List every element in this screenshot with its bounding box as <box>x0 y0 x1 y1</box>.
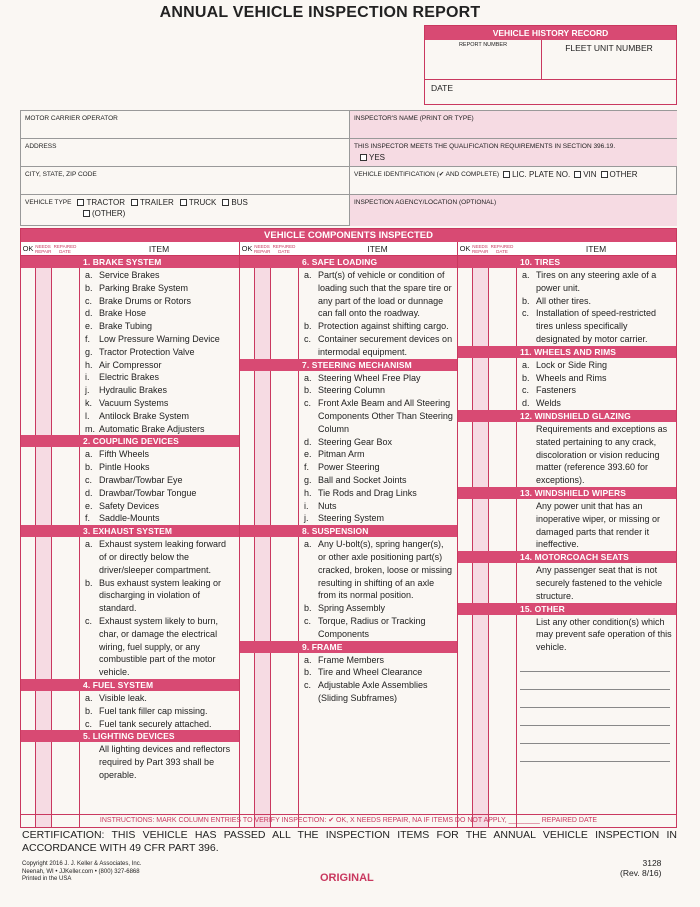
item-letter: c. <box>522 308 530 319</box>
item-letter: b. <box>522 372 530 383</box>
item-letter: a. <box>304 654 312 665</box>
item-text: Power Steering <box>318 462 380 473</box>
section-header: 4. FUEL SYSTEM <box>21 679 239 691</box>
inspection-item[interactable] <box>458 372 676 385</box>
inspection-item[interactable] <box>458 359 676 372</box>
section-text: Any passenger seat that is not securely fastened to the vehicle structure. <box>536 565 663 601</box>
item-letter: f. <box>85 333 91 344</box>
item-text: Steering Column <box>318 385 386 396</box>
item-text: Spring Assembly <box>318 603 386 614</box>
inspection-item[interactable] <box>458 397 676 410</box>
item-text: Exhaust system leaking forward of or directly below the driver/sleeper compartment. <box>99 539 227 575</box>
inspection-item[interactable] <box>21 538 239 576</box>
item-text: Pitman Arm <box>318 449 365 460</box>
item-letter: h. <box>85 359 93 370</box>
item-letter: e. <box>85 500 93 511</box>
item-letter: b. <box>85 462 93 473</box>
trailer-label: TRAILER <box>140 198 174 207</box>
item-letter: b. <box>85 577 93 588</box>
inspection-item[interactable] <box>240 666 457 679</box>
copyright <box>22 861 141 884</box>
item-text: Steering System <box>318 513 385 524</box>
needs-repair-header: NEEDS REPAIR <box>472 244 489 254</box>
item-letter: e. <box>304 449 312 460</box>
item-letter: a. <box>304 270 312 280</box>
item-letter: d. <box>522 398 530 409</box>
report-number-field[interactable]: REPORT NUMBER <box>425 40 542 79</box>
item-letter: b. <box>85 282 93 293</box>
qualification-label: THIS INSPECTOR MEETS THE QUALIFICATION REQUIREMENTS IN SECTION 396.19. <box>354 143 616 150</box>
inspection-item[interactable] <box>21 269 239 282</box>
item-letter: c. <box>522 385 530 396</box>
form-rev: (Rev. 8/16) <box>620 868 662 878</box>
writein-line[interactable] <box>520 672 670 690</box>
item-text: Fifth Wheels <box>99 449 150 460</box>
inspection-item[interactable] <box>21 410 239 423</box>
item-text: Visible leak. <box>99 692 147 703</box>
section-header: 14. MOTORCOACH SEATS <box>458 551 676 563</box>
item-letter: a. <box>85 539 93 550</box>
date-field[interactable]: DATE <box>431 83 454 93</box>
item-text: Fuel tank filler cap missing. <box>99 705 208 716</box>
inspection-item[interactable] <box>21 320 239 333</box>
vehicle-id-field <box>350 167 677 195</box>
section-header: 8. SUSPENSION <box>240 525 457 537</box>
inspection-item[interactable] <box>458 295 676 308</box>
inspection-item[interactable] <box>21 448 239 461</box>
item-text: Adjustable Axle Assemblies (Sliding Subframes) <box>318 680 428 703</box>
column-header <box>240 242 457 256</box>
item-header: ITEM <box>585 244 607 254</box>
section-header: 3. EXHAUST SYSTEM <box>21 525 239 537</box>
inspection-item[interactable] <box>458 307 676 345</box>
item-text: Torque, Radius or Tracking Components <box>318 615 426 639</box>
item-text: Hydraulic Brakes <box>99 385 168 396</box>
section-header: 5. LIGHTING DEVICES <box>21 730 239 742</box>
item-letter: c. <box>304 398 312 409</box>
inspection-item[interactable] <box>240 654 457 667</box>
column-header <box>21 242 239 256</box>
address-field[interactable] <box>21 139 350 167</box>
motor-carrier-label: MOTOR CARRIER OPERATOR <box>25 115 118 122</box>
item-letter: a. <box>522 359 530 370</box>
inspection-item[interactable] <box>21 474 239 487</box>
needs-repair-header: NEEDS REPAIR <box>35 244 52 254</box>
inspection-item[interactable] <box>240 372 457 385</box>
agency-label: INSPECTION AGENCY/LOCATION (OPTIONAL) <box>354 199 497 206</box>
ok-header: OK <box>22 244 34 253</box>
column-body <box>458 256 676 827</box>
column-2 <box>240 242 458 827</box>
inspection-item[interactable] <box>21 487 239 500</box>
section-header: 12. WINDSHIELD GLAZING <box>458 410 676 422</box>
inspection-item[interactable] <box>240 448 457 461</box>
bus-checkbox[interactable] <box>222 199 229 206</box>
lic-label: LIC. PLATE NO. <box>512 170 571 179</box>
inspection-item[interactable] <box>240 474 457 487</box>
item-text: Tire and Wheel Clearance <box>318 667 423 678</box>
item-letter: l. <box>85 410 90 421</box>
inspection-item[interactable] <box>240 397 457 435</box>
section-text: Any power unit that has an inoperative wiper, or missing or damaged parts that render it ineffective. <box>536 500 661 550</box>
fleet-unit-field[interactable]: FLEET UNIT NUMBER <box>565 43 653 53</box>
writein-line[interactable] <box>520 654 670 672</box>
item-letter: a. <box>85 449 93 460</box>
inspection-item[interactable] <box>21 359 239 372</box>
inspection-item[interactable] <box>240 333 457 359</box>
tractor-label: TRACTOR <box>86 198 126 207</box>
inspection-item[interactable] <box>21 461 239 474</box>
item-letter: h. <box>304 487 312 498</box>
column-header <box>458 242 676 256</box>
repaired-date-header: REPAIRED DATE <box>272 244 296 254</box>
column-body <box>21 256 239 827</box>
type-other-checkbox[interactable] <box>83 210 90 217</box>
ok-header: OK <box>241 244 253 253</box>
item-text: Fuel tank securely attached. <box>99 718 212 729</box>
inspection-item[interactable] <box>240 512 457 525</box>
item-letter: c. <box>304 615 312 626</box>
inspection-item[interactable] <box>21 512 239 525</box>
item-letter: e. <box>85 321 93 332</box>
inspection-item[interactable] <box>240 602 457 615</box>
inspector-name-field[interactable] <box>350 111 677 139</box>
item-letter: a. <box>85 692 93 703</box>
section-header: 7. STEERING MECHANISM <box>240 359 457 371</box>
item-text: Brake Tubing <box>99 321 153 332</box>
item-text: Brake Hose <box>99 308 147 319</box>
item-text: Tires on any steering axle of a power unit. <box>536 270 657 293</box>
item-text: Lock or Side Ring <box>536 359 608 370</box>
writein-line[interactable] <box>520 726 670 744</box>
inspection-item[interactable] <box>21 397 239 410</box>
item-letter: m. <box>85 423 95 434</box>
truck-checkbox[interactable] <box>180 199 187 206</box>
inspection-item[interactable] <box>21 333 239 346</box>
form-number <box>620 858 661 878</box>
section-header: 15. OTHER <box>458 603 676 615</box>
carrier-info-section <box>20 110 677 226</box>
item-letter: c. <box>304 680 312 691</box>
section-header: 6. SAFE LOADING <box>240 256 457 268</box>
item-text: Steering Gear Box <box>318 436 393 447</box>
inspection-item[interactable] <box>21 615 239 679</box>
item-text: Air Compressor <box>99 359 162 370</box>
inspection-item[interactable] <box>21 371 239 384</box>
writein-line[interactable] <box>520 708 670 726</box>
copyright-line: Neenah, WI • JJKeller.com • (800) 327-6868 <box>22 868 140 875</box>
section-text: List any other condition(s) which may prevent safe operation of this vehicle. <box>536 616 672 653</box>
yes-label: YES <box>369 153 386 162</box>
inspection-item[interactable] <box>21 577 239 615</box>
inspection-item[interactable] <box>240 436 457 449</box>
item-letter: c. <box>304 333 312 344</box>
item-letter: f. <box>85 513 91 524</box>
qualification-field <box>350 139 677 167</box>
type-other-label: (OTHER) <box>92 209 126 218</box>
inspection-item[interactable] <box>458 384 676 397</box>
vehicle-history-record <box>424 25 677 105</box>
item-text: Pintle Hooks <box>99 462 150 473</box>
item-letter: b. <box>522 295 530 306</box>
inspection-item[interactable] <box>21 295 239 308</box>
item-text: Part(s) of vehicle or condition of loading such that the spare tire or any part of the load or dunnage can fall onto the roadway. <box>318 270 452 319</box>
item-text: Exhaust system likely to burn, char, or damage the electrical wiring, fuel supply, or any combustible part of the motor vehicle. <box>99 615 219 678</box>
item-text: Installation of speed-restricted tires unless specifically designated by motor carrier. <box>536 308 657 344</box>
item-text: Frame Members <box>318 654 385 665</box>
section-text: All lighting devices and reflectors required by Part 393 shall be operable. <box>99 744 231 780</box>
item-letter: c. <box>85 615 93 626</box>
inspection-item[interactable] <box>21 346 239 359</box>
inspection-item[interactable] <box>240 461 457 474</box>
vehicle-type-label: VEHICLE TYPE <box>25 199 72 206</box>
form-no: 3128 <box>642 858 662 868</box>
trailer-checkbox[interactable] <box>131 199 138 206</box>
item-letter: a. <box>304 539 312 550</box>
vin-checkbox[interactable] <box>574 171 581 178</box>
item-letter: g. <box>85 346 93 357</box>
city-field[interactable] <box>21 167 350 195</box>
inspection-item[interactable] <box>21 282 239 295</box>
components-header: VEHICLE COMPONENTS INSPECTED <box>21 229 676 242</box>
copyright-line: Printed in the USA <box>22 876 72 882</box>
inspection-item[interactable] <box>21 500 239 513</box>
section-header: 13. WINDSHIELD WIPERS <box>458 487 676 499</box>
section-header: 1. BRAKE SYSTEM <box>21 256 239 268</box>
item-letter: i. <box>304 500 309 511</box>
item-text: Low Pressure Warning Device <box>99 333 220 344</box>
item-letter: b. <box>304 667 312 678</box>
city-label: CITY, STATE, ZIP CODE <box>25 171 97 178</box>
item-text: Tractor Protection Valve <box>99 346 195 357</box>
item-text: Automatic Brake Adjusters <box>99 423 205 434</box>
item-letter: b. <box>85 705 93 716</box>
item-letter: b. <box>304 385 312 396</box>
item-letter: b. <box>304 603 312 614</box>
item-text: Electric Brakes <box>99 372 160 383</box>
item-letter: c. <box>85 295 93 306</box>
vehicle-id-label: VEHICLE IDENTIFICATION (✔ AND COMPLETE) <box>354 171 500 178</box>
item-text: Wheels and Rims <box>536 372 607 383</box>
vin-label: VIN <box>583 170 597 179</box>
item-text: Safety Devices <box>99 500 160 511</box>
item-text: Vacuum Systems <box>99 397 169 408</box>
bus-label: BUS <box>231 198 248 207</box>
column-1 <box>21 242 240 827</box>
item-letter: k. <box>85 397 93 408</box>
item-letter: j. <box>304 513 309 524</box>
section-text: Requirements and exceptions as stated pertaining to any crack, discoloration or vision reducing matter (reference 393.60 for exceptions). <box>536 423 668 486</box>
item-text: Protection against shifting cargo. <box>318 321 449 332</box>
inspection-item[interactable] <box>240 538 457 602</box>
item-letter: c. <box>85 474 93 485</box>
repaired-date-header: REPAIRED DATE <box>53 244 77 254</box>
writein-line[interactable] <box>520 690 670 708</box>
item-letter: a. <box>304 372 312 383</box>
item-text: Welds <box>536 398 561 409</box>
inspection-item[interactable] <box>21 692 239 705</box>
yes-checkbox[interactable] <box>360 154 367 161</box>
original-stamp: ORIGINAL <box>320 872 374 884</box>
inspection-item[interactable] <box>240 679 457 705</box>
item-text: Tie Rods and Drag Links <box>318 487 417 498</box>
inspection-item[interactable] <box>240 500 457 513</box>
item-letter: j. <box>85 385 90 396</box>
inspector-name-label: INSPECTOR'S NAME (PRINT OR TYPE) <box>354 115 474 122</box>
item-letter: f. <box>304 462 310 473</box>
item-letter: d. <box>85 487 93 498</box>
item-text: Front Axle Beam and All Steering Components Other Than Steering Column <box>318 398 453 434</box>
item-text: Drawbar/Towbar Tongue <box>99 487 197 498</box>
certification: CERTIFICATION: THIS VEHICLE HAS PASSED ALL THE INSPECTION ITEMS FOR THE ANNUAL VEHICLE INSPECTION IN ACCORDANCE WITH 49 CFR PART 396. <box>22 829 677 854</box>
inspection-item[interactable] <box>21 705 239 718</box>
column-body <box>240 256 457 827</box>
inspection-item[interactable] <box>21 384 239 397</box>
item-text: Any U-bolt(s), spring hanger(s), or other axle positioning part(s) cracked, broken, loose or missing resulting in shifting of an axle from its normal position. <box>318 539 453 601</box>
address-label: ADDRESS <box>25 143 57 150</box>
item-letter: a. <box>522 270 530 280</box>
item-letter: a. <box>85 270 93 280</box>
needs-repair-header: NEEDS REPAIR <box>254 244 271 254</box>
section-header: 2. COUPLING DEVICES <box>21 435 239 447</box>
section-header: 10. TIRES <box>458 256 676 268</box>
item-text: Drawbar/Towbar Eye <box>99 474 183 485</box>
item-text: Container securement devices on intermodal equipment. <box>318 333 453 357</box>
item-letter: i. <box>85 372 90 383</box>
item-text: All other tires. <box>536 295 592 306</box>
column-3 <box>458 242 676 827</box>
instructions: INSTRUCTIONS: MARK COLUMN ENTRIES TO VERIFY INSPECTION: ✔ OK, X NEEDS REPAIR, NA IF ITEMS DO NOT APPLY, ________ REPAIRED DATE <box>20 814 677 825</box>
writein-line[interactable] <box>520 744 670 762</box>
inspection-item[interactable] <box>458 269 676 295</box>
inspection-item[interactable] <box>240 615 457 641</box>
inspection-item[interactable] <box>21 307 239 320</box>
item-text: Bus exhaust system leaking or discharging in violation of standard. <box>99 577 222 614</box>
inspection-item[interactable] <box>240 269 457 320</box>
inspection-item[interactable] <box>21 718 239 731</box>
item-text: Nuts <box>318 500 337 511</box>
item-text: Parking Brake System <box>99 282 189 293</box>
page-title: ANNUAL VEHICLE INSPECTION REPORT <box>159 4 481 21</box>
lic-checkbox[interactable] <box>503 171 510 178</box>
item-text: Steering Wheel Free Play <box>318 372 421 383</box>
ok-header: OK <box>459 244 471 253</box>
item-text: Antilock Brake System <box>99 410 190 421</box>
truck-label: TRUCK <box>188 198 217 207</box>
item-header: ITEM <box>148 244 170 254</box>
item-letter: d. <box>85 308 93 319</box>
section-header: 11. WHEELS AND RIMS <box>458 346 676 358</box>
item-letter: b. <box>304 321 312 332</box>
item-text: Brake Drums or Rotors <box>99 295 192 306</box>
components-table <box>20 228 677 828</box>
repaired-date-header: REPAIRED DATE <box>490 244 514 254</box>
vehicle-history-header: VEHICLE HISTORY RECORD <box>425 26 676 40</box>
item-letter: c. <box>85 718 93 729</box>
inspection-agency-field[interactable] <box>350 195 677 226</box>
vehicle-type-field <box>21 195 350 226</box>
item-header: ITEM <box>367 244 388 254</box>
item-text: Service Brakes <box>99 270 160 280</box>
inspection-item[interactable] <box>240 320 457 333</box>
copyright-line: Copyright 2016 J. J. Keller & Associates, Inc. <box>22 861 142 867</box>
motor-carrier-field[interactable] <box>21 111 350 139</box>
item-letter: d. <box>304 436 312 447</box>
inspection-item[interactable] <box>21 423 239 436</box>
item-text: Ball and Socket Joints <box>318 474 407 485</box>
tractor-checkbox[interactable] <box>77 199 84 206</box>
item-text: Saddle-Mounts <box>99 513 160 524</box>
item-letter: g. <box>304 474 312 485</box>
other-id-checkbox[interactable] <box>601 171 608 178</box>
inspection-item[interactable] <box>240 384 457 397</box>
section-header: 9. FRAME <box>240 641 457 653</box>
item-text: Fasteners <box>536 385 577 396</box>
inspection-item[interactable] <box>240 487 457 500</box>
other-id-label: OTHER <box>609 170 638 179</box>
